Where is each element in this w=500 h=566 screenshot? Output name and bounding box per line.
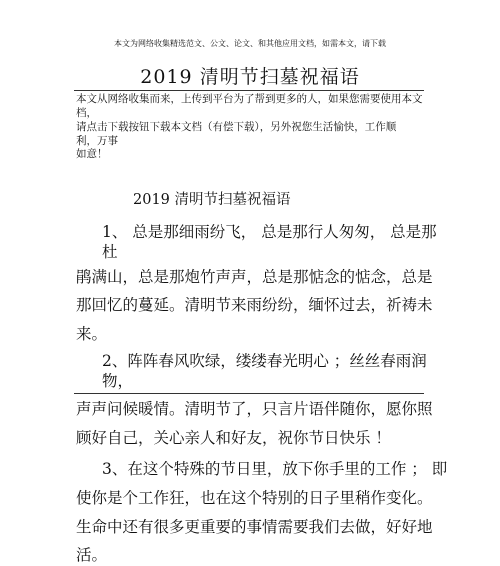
page-divider [74,393,424,394]
title-divider [74,90,424,91]
intro-line: 档， [76,107,97,119]
paragraph-line: 3、在这个特殊的节日里，放下你手里的工作 ； 即 [102,460,448,478]
page-title: 2019 清明节扫墓祝福语 [140,66,360,88]
paragraph-line: 物， [102,372,134,390]
section-title: 2019 清明节扫墓祝福语 [133,192,291,208]
paragraph-line: 声声问候暖情。清明节了，只言片语伴随你，愿你照 [76,400,433,418]
paragraph-line: 来。 [76,325,108,343]
paragraph-line: 活。 [76,546,108,564]
paragraph-line: 顾好自己，关心亲人和好友，祝你节日快乐 ！ [76,429,391,447]
intro-line: 请点击下载按钮下载本文档（有偿下载），另外祝您生活愉快，工作顺 [76,121,397,133]
paragraph-line: 2、阵阵春风吹绿，缕缕春光明心 ；丝丝春雨润 [102,352,427,370]
paragraph-line: 鹃满山，总是那炮竹声声，总是那惦念的惦念，总是 [76,268,433,286]
paragraph-line: 杜 [102,243,118,261]
paragraph-line: 1、 总是那细雨纷飞， 总是那行人匆匆， 总是那 [102,223,437,241]
header-note: 本文为网络收集精选范文、公文、论文、和其他应用文档，如需本文，请下载 [114,39,386,48]
intro-line: 如意！ [76,148,108,160]
intro-line: 利，万事 [76,135,118,147]
paragraph-line: 使你是个工作狂，也在这个特别的日子里稍作变化。 [76,489,433,507]
paragraph-line: 那回忆的蔓延。清明节来雨纷纷，缅怀过去，祈祷未 [76,296,433,314]
paragraph-line: 生命中还有很多更重要的事情需要我们去做，好好地 [76,518,433,536]
intro-line: 本文从网络收集而来，上传到平台为了帮到更多的人，如果您需要使用本文 [76,93,423,105]
